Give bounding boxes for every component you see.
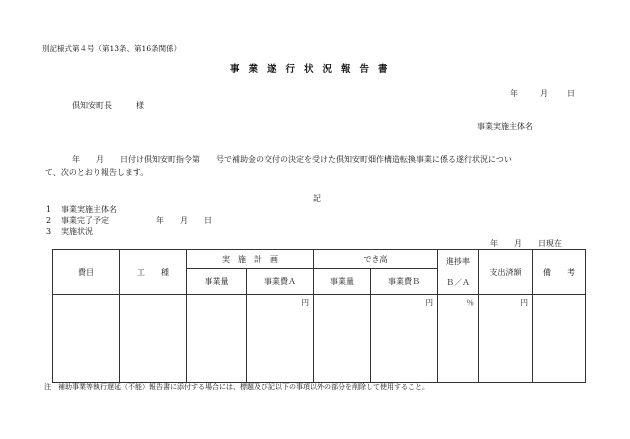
cell-plan-cost: [247, 295, 314, 383]
progress-rate-formula: Ｂ／Ａ: [446, 278, 470, 287]
date-month: 月: [540, 89, 548, 98]
date-year: 年: [510, 89, 518, 98]
header-row: [53, 250, 586, 269]
cell-plan-quantity: [187, 295, 247, 383]
date-day: 日: [567, 89, 575, 98]
item-label: 実施状況: [61, 227, 93, 236]
unit-yen: 円: [520, 298, 528, 307]
header-progress-rate: [438, 250, 479, 295]
as-of-date: 年 月 日現在: [490, 239, 562, 248]
body-line-2: て、次のとおり報告します。: [45, 168, 149, 177]
header-plan-group: 実 施 計 画: [187, 250, 314, 269]
item-number: 1: [46, 205, 52, 214]
table-row: [53, 295, 586, 383]
header-work-type: 工 種: [120, 250, 187, 295]
status-table: [52, 249, 586, 383]
item-label: 事業完了予定: [61, 216, 109, 225]
form-number: 別記様式第４号（第13条、第16条関係）: [42, 44, 182, 53]
item-number: 2: [46, 216, 52, 225]
cell-work-type: [120, 295, 187, 383]
header-done-group: でき高: [314, 250, 438, 269]
cell-done-quantity: [314, 295, 371, 383]
addressee-honorific: 様: [136, 101, 144, 110]
body-line-1: 年 月 日付け倶知安町指令第 号で補助金の交付の決定を受けた倶知安町畑作構造転換事業に係る遂行状況につい: [72, 155, 512, 164]
addressee-name: 倶知安町長: [72, 101, 112, 110]
cell-progress-rate: [438, 295, 479, 383]
item-value: 年 月 日: [156, 216, 212, 225]
unit-yen: 円: [301, 298, 309, 307]
cell-expense-item: [53, 295, 120, 383]
header-remarks: 備 考: [533, 250, 586, 295]
progress-rate-label: 進捗率: [446, 257, 470, 266]
item-number: 3: [46, 227, 52, 236]
header-done-quantity: 事業量: [314, 269, 371, 295]
reporter-label: 事業実施主体名: [477, 122, 533, 131]
item-label: 事業実施主体名: [61, 205, 117, 214]
cell-done-cost: [371, 295, 438, 383]
cell-remarks: [533, 295, 586, 383]
footnote: 注 補助事業等執行遅延（不能）報告書に添付する場合には、標題及び記以下の事項以外の部分を削除して使用すること。: [44, 383, 429, 391]
header-paid-amount: 支出済額: [479, 250, 533, 295]
header-plan-quantity: 事業量: [187, 269, 247, 295]
document-title: 事業遂行状況報告書: [230, 64, 397, 75]
header-done-cost: 事業費Ｂ: [371, 269, 438, 295]
header-expense-item: 費目: [53, 250, 120, 295]
unit-yen: 円: [425, 298, 433, 307]
unit-percent: ％: [466, 298, 474, 307]
ki-heading: 記: [313, 194, 321, 203]
header-plan-cost: 事業費Ａ: [247, 269, 314, 295]
cell-paid-amount: [479, 295, 533, 383]
